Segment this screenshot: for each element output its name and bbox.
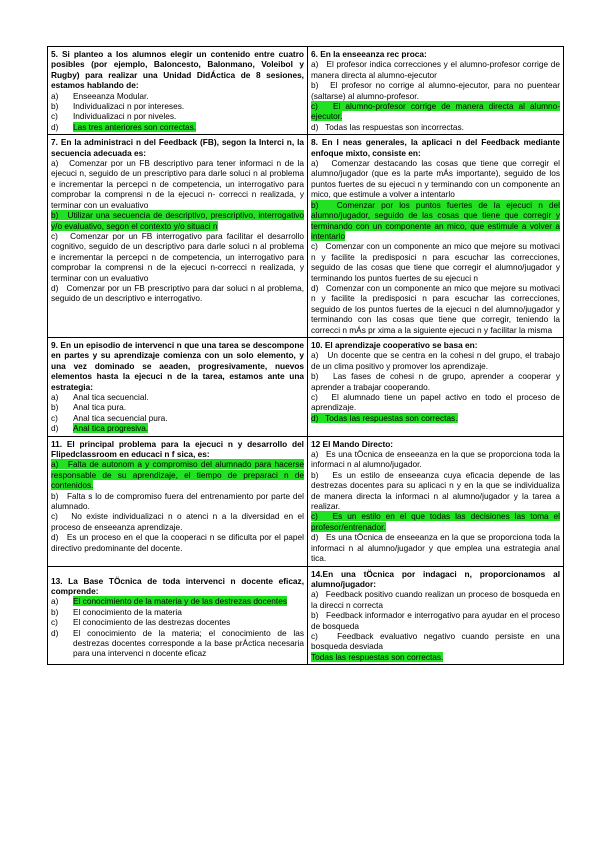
table-row	[48, 566, 564, 665]
option-text: Comenzar destacando las cosas que tiene que corregir el alumno/jugador (que es la parte mÁs importante), seguido de los puntos fuertes de su ejecuci n y terminando con un componente an mico, que estimule a volver a intentarlo	[311, 158, 560, 200]
answer-option	[51, 231, 304, 283]
option-letter: d)	[311, 412, 319, 423]
answer-option	[311, 200, 560, 242]
answer-option	[311, 371, 560, 392]
answer-option	[51, 459, 304, 490]
table-row	[48, 135, 564, 338]
question-text: 6. En la enseeanza rec proca:	[311, 49, 427, 59]
exam-sheet	[47, 46, 564, 665]
option-letter: a)	[311, 158, 319, 169]
option-text: Todas las respuestas son correctas.	[311, 651, 444, 662]
option-letter: b)	[51, 490, 59, 501]
option-text: El conocimiento de la materia; el conocimiento de las destrezas docentes corresponde a la base prÁctica necesaria para una intervenci n docente eficaz	[73, 627, 304, 659]
answer-option	[51, 158, 304, 210]
answer-option	[51, 111, 304, 121]
option-letter: c)	[51, 617, 58, 628]
option-text: Falta de autonom a y compromiso del alumnado para hacerse responsable de su aprendizaje, el tiempo de preparaci n de contenidos.	[51, 459, 304, 491]
option-text: El alumno-profesor corrige de manera directa al alumno-ejecutor.	[311, 101, 561, 122]
answer-option	[311, 589, 560, 610]
answer-option	[311, 101, 560, 122]
option-letter: a)	[311, 350, 319, 361]
option-text: Comenzar por un FB descriptivo para tener informaci n de la ejecuci n, seguido de un prescriptivo para darle soluci n al problema e incrementar la percepci n de competencia, un interrogativo para comprobar la comprensi n de la ejecuci n- correcci n realizada, y terminar con un evaluativo	[51, 158, 304, 210]
answer-option	[51, 511, 304, 532]
option-letter: d)	[311, 532, 319, 543]
answer-option	[51, 491, 304, 512]
option-letter: d)	[311, 121, 319, 132]
option-text: Todas las respuestas son incorrectas.	[325, 121, 464, 132]
answer-option	[311, 449, 560, 470]
answer-option	[51, 402, 304, 412]
option-text: Es una tÖcnica de enseeanza en la que se proporciona toda la informaci n al alumno/jugador.	[311, 449, 560, 470]
option-letter: c)	[51, 111, 58, 122]
option-letter: b)	[51, 402, 59, 413]
option-letter: c)	[311, 630, 318, 641]
answer-option	[311, 122, 560, 132]
answer-option	[311, 532, 560, 563]
question-text: 12 El Mando Directo:	[311, 438, 394, 449]
option-text: Comenzar por un FB interrogativo para facilitar el desarrollo cognitivo, seguido de un descriptivo para darle soluci n al problema e incrementar la percepci n de competencia, un interrogativo para comprobar la comprensi n de la ejecuci n-correcci n realizada, y terminar con un evaluativo	[51, 230, 304, 283]
option-letter: c)	[311, 392, 318, 402]
question-cell	[48, 436, 308, 566]
answer-option	[311, 283, 560, 335]
option-letter: c)	[51, 230, 58, 241]
option-letter: a)	[51, 392, 59, 402]
option-text: Todas las respuestas son correctas.	[325, 412, 458, 423]
answer-option	[311, 350, 560, 371]
option-letter: b)	[51, 606, 59, 617]
option-text: Anal tica progresiva.	[73, 423, 149, 434]
option-text: Individualizaci n por intereses.	[73, 101, 185, 112]
option-text: El profesor indica correcciones y el alumno-profesor corrige de manera directa al alumno-ejecutor	[311, 59, 561, 80]
question-text: 9. En un episodio de intervenci n que una tarea se descompone en partes y su aprendizaje comienza con un solo elemento, y una vez dominado se aeaden, progresivamente, nuevos elementos hasta la ejecuci n de la tarea, estamos ante una estrategia:	[51, 339, 304, 392]
option-text: Falta s lo de compromiso fuera del entrenamiento por parte del alumnado.	[51, 490, 305, 512]
questions-table	[47, 46, 564, 665]
option-letter: b)	[51, 210, 59, 221]
answer-option	[51, 91, 304, 101]
answer-option	[311, 80, 560, 101]
option-letter: a)	[51, 158, 59, 169]
answer-option	[311, 241, 560, 283]
option-letter: a)	[311, 59, 319, 70]
option-text: El conocimiento de la materia y de las destrezas docentes	[73, 596, 287, 607]
question-text: 8. En l neas generales, la aplicaci n del Feedback mediante enfoque mixto, consiste en:	[311, 137, 560, 158]
answer-option	[311, 158, 560, 200]
question-cell	[308, 135, 564, 338]
answer-option	[51, 392, 304, 402]
option-text: Es una tÖcnica de enseeanza en la que se proporciona toda la informaci n al alumno/jugador y que emplea una estrategia anal tica.	[311, 532, 560, 564]
answer-option	[311, 511, 560, 532]
question-text: 14.En una tÖcnica por indagaci n, proporcionamos al alumno/jugador:	[311, 568, 560, 589]
option-text: Es un proceso en el que la cooperaci n se dificulta por el papel directivo predominante del docente.	[51, 532, 304, 553]
answer-option	[51, 532, 304, 553]
option-letter: b)	[311, 469, 319, 480]
question-text: 11. El principal problema para la ejecuci n y desarrollo del Flipedclassroom en educaci n f sica, es:	[51, 438, 304, 460]
option-letter: a)	[311, 449, 319, 460]
option-text: Feedback positivo cuando realizan un proceso de bosqueda en la direcci n correcta	[311, 589, 561, 610]
answer-option	[311, 59, 560, 80]
option-text: Comenzar por un FB prescriptivo para dar soluci n al problema, seguido de un descriptivo e interrogativo.	[51, 282, 304, 304]
question-cell	[308, 566, 564, 665]
option-letter: b)	[311, 80, 319, 91]
option-letter: a)	[51, 90, 59, 101]
option-text: Comenzar por los puntos fuertes de la ejecuci n del alumno/jugador, seguido de las cosas que tiene que corregir y terminando con un componente an mico, que estimule a volver a intentarlo	[311, 199, 561, 241]
answer-option	[51, 596, 304, 606]
option-text: No existe individualizaci n o atenci n a la diversidad en el proceso de enseeanza aprendizaje.	[51, 511, 304, 532]
question-cell	[48, 135, 308, 338]
answer-option	[51, 101, 304, 111]
option-text: Un docente que se centra en la cohesi n del grupo, el trabajo de un clima positivo y promover los aprendizaje.	[311, 350, 561, 371]
answer-option	[311, 392, 560, 413]
question-cell	[48, 566, 308, 665]
question-text: 10. El aprendizaje cooperativo se basa en:	[311, 339, 478, 350]
answer-option	[51, 423, 304, 433]
option-text: Las tres anteriores son correctas.	[73, 121, 197, 132]
option-letter: b)	[311, 371, 319, 382]
option-text: Anal tica secuencial.	[73, 392, 149, 402]
answer-option	[311, 413, 560, 423]
option-letter: c)	[311, 511, 318, 522]
option-text: Es un estilo en el que todas las decisiones las toma el profesor/entrenador.	[311, 511, 561, 532]
option-letter: a)	[51, 596, 59, 607]
option-letter: c)	[311, 101, 318, 112]
option-letter: c)	[51, 511, 58, 522]
option-text: Utilizar una secuencia de descriptivo, prescriptivo, interrogativo y/o evaluativo, segon el contexto y/o situaci n	[51, 210, 304, 231]
option-text: Feedback informador e interrogativo para ayudar en el proceso de bosqueda	[311, 610, 560, 631]
answer-option	[51, 283, 304, 304]
question-cell	[308, 436, 564, 566]
option-letter: a)	[51, 459, 59, 470]
option-letter: d)	[51, 121, 59, 132]
option-letter: b)	[311, 199, 319, 210]
answer-option	[311, 652, 560, 662]
option-letter: c)	[51, 412, 58, 423]
answer-option	[51, 607, 304, 617]
option-letter: a)	[311, 589, 319, 600]
answer-option	[51, 628, 304, 659]
question-text: 13. La Base TÖcnica de toda intervenci n docente eficaz, comprende:	[51, 575, 304, 596]
option-text: El conocimiento de la materia	[73, 606, 182, 617]
table-row	[48, 337, 564, 436]
option-text: Anal tica pura.	[73, 402, 127, 413]
option-text: El conocimiento de las destrezas docentes	[73, 617, 231, 628]
option-text: Las fases de cohesi n de grupo, aprender a cooperar y aprender a trabajar cooperando.	[311, 371, 560, 392]
option-letter: d)	[311, 282, 319, 293]
option-text: Individualizaci n por niveles.	[73, 111, 177, 122]
answer-option	[311, 631, 560, 652]
option-text: Enseeanza Modular.	[73, 90, 149, 101]
answer-option	[51, 413, 304, 423]
question-text: 5. Si planteo a los alumnos elegir un contenido entre cuatro posibles (por ejemplo, Baloncesto, Balonmano, Voleibol y Rugby) para realizar una Unidad DidÁctica de 8 sesiones, estamos hablando de:	[51, 49, 304, 91]
option-text: El profesor no corrige al alumno-ejecutor, para no puentear (saltarse) al alumno-profesor.	[311, 80, 561, 101]
question-cell	[48, 337, 308, 436]
option-text: Comenzar con un componente an mico que mejore su motivaci n y facilite la predisposici n para escuchar las correcciones, seguido de las cosas que tiene que corregir el alumno/jugador y terminando los puntos fuertes de su ejecuci n	[311, 241, 561, 283]
answer-option	[311, 470, 560, 512]
answer-option	[51, 617, 304, 627]
answer-option	[311, 610, 560, 631]
table-row	[48, 47, 564, 135]
option-letter: d)	[51, 627, 59, 638]
question-cell	[308, 337, 564, 436]
question-cell	[48, 47, 308, 135]
option-letter: d)	[51, 532, 59, 543]
option-text: Feedback evaluativo negativo cuando persiste en una bosqueda desviada	[311, 630, 560, 652]
answer-option	[51, 122, 304, 132]
question-text: 7. En la administraci n del Feedback (FB), segon la Interci n, la secuencia adecuada es:	[51, 137, 304, 158]
question-cell	[308, 47, 564, 135]
option-text: Comenzar con un componente an mico que mejore su motivaci n y facilite la predisposici n para escuchar las correcciones, seguido de los puntos fuertes de la ejecuci n del alumno/jugador y terminando con las cosas que tiene que corregir, teniendo la correcci n mÁs pr xima a la siguiente ejecuci n y facilitar la misma	[311, 282, 560, 335]
option-text: Es un estilo de enseeanza cuya eficacia depende de las destrezas docentes para su aplicaci n y en la que se individualiza de manera directa la informaci n al alumno/jugador y la tarea a realizar.	[311, 469, 560, 512]
table-row	[48, 436, 564, 566]
option-text: El alumnado tiene un papel activo en todo el proceso de aprendizaje.	[311, 392, 560, 413]
option-letter: c)	[311, 241, 318, 252]
option-letter: d)	[51, 282, 59, 293]
option-letter: d)	[51, 423, 59, 434]
option-letter: b)	[51, 101, 59, 112]
answer-option	[51, 210, 304, 231]
option-text: Anal tica secuencial pura.	[73, 412, 168, 423]
option-letter: b)	[311, 610, 319, 621]
